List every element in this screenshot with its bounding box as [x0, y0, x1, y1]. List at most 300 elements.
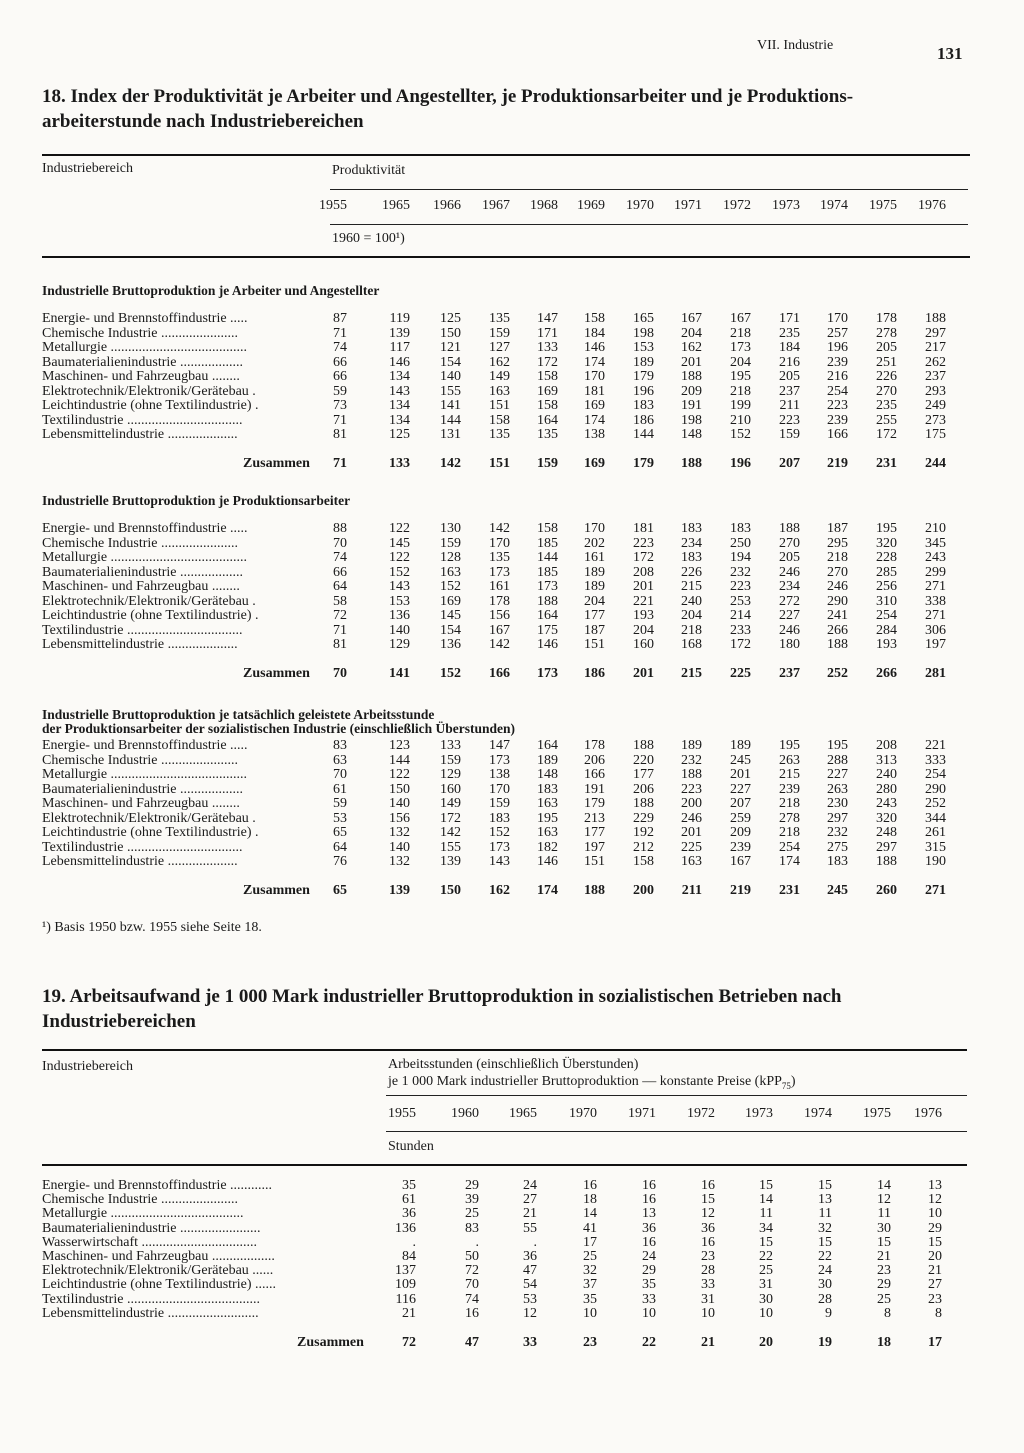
cell-value: 13 — [928, 1178, 942, 1193]
cell-value: 185 — [537, 564, 558, 580]
cell-value: 160 — [440, 781, 461, 797]
cell-value: 139 — [440, 854, 461, 869]
cell-value: 185 — [537, 535, 558, 551]
cell-value: 148 — [537, 767, 558, 782]
cell-value: 22 — [818, 1249, 832, 1264]
cell-value: 223 — [633, 535, 654, 551]
cell-value: 168 — [681, 637, 702, 652]
row-label: Lebensmittelindustrie .................... — [42, 637, 238, 652]
cell-value: 189 — [730, 738, 751, 753]
cell-value: 144 — [440, 412, 461, 428]
cell-value: 39 — [465, 1192, 479, 1208]
cell-value: 148 — [681, 427, 702, 442]
cell-value: 145 — [440, 608, 461, 623]
cell-value: 84 — [402, 1249, 416, 1264]
cell-value: 194 — [730, 550, 751, 565]
table-row — [0, 637, 1024, 653]
table-18-year-header — [0, 198, 1024, 216]
cell-value: 266 — [876, 665, 897, 681]
cell-value: 10 — [928, 1206, 942, 1222]
row-label: Lebensmittelindustrie .................... — [42, 854, 238, 869]
cell-value: 270 — [779, 535, 800, 551]
cell-value: 191 — [584, 781, 605, 797]
table-row — [0, 1306, 1024, 1322]
cell-value: 246 — [681, 810, 702, 826]
cell-value: 215 — [681, 579, 702, 594]
cell-value: 169 — [440, 593, 461, 609]
cell-value: 25 — [759, 1263, 773, 1279]
cell-value: 10 — [642, 1305, 656, 1321]
year-header-cell: 1955 — [388, 1106, 416, 1121]
cell-value: 173 — [489, 839, 510, 855]
cell-value: 201 — [681, 825, 702, 840]
row-label: Textilindustrie ................................. — [42, 839, 243, 855]
cell-value: 27 — [523, 1192, 537, 1208]
cell-value: 170 — [489, 781, 510, 797]
cell-value: 255 — [876, 412, 897, 428]
cell-value: 170 — [584, 369, 605, 384]
row-label: Elektrotechnik/Elektronik/Gerätebau ...... — [42, 1263, 274, 1279]
cell-value: 266 — [827, 622, 848, 638]
table-18-group-rule — [330, 189, 968, 190]
row-label: Baumaterialienindustrie ....................... — [42, 1220, 261, 1236]
cell-value: 212 — [633, 839, 654, 855]
year-header-cell: 1967 — [482, 198, 510, 213]
cell-value: 10 — [701, 1305, 715, 1321]
cell-value: 164 — [537, 412, 558, 428]
cell-value: 167 — [730, 311, 751, 326]
cell-value: 66 — [333, 369, 347, 384]
cell-value: 144 — [537, 550, 558, 565]
cell-value: 53 — [333, 810, 347, 826]
cell-value: 25 — [465, 1206, 479, 1222]
year-header-cell: 1972 — [687, 1106, 715, 1121]
cell-value: 141 — [389, 665, 410, 681]
row-label: Maschinen- und Fahrzeugbau ........ — [42, 579, 240, 594]
cell-value: 188 — [827, 637, 848, 652]
cell-value: 152 — [389, 564, 410, 580]
cell-value: 253 — [730, 593, 751, 609]
cell-value: 10 — [759, 1305, 773, 1321]
table-18-row-header: Industriebereich — [42, 161, 133, 176]
cell-value: 11 — [877, 1206, 891, 1222]
cell-value: 215 — [779, 767, 800, 782]
cell-value: 121 — [440, 340, 461, 355]
cell-value: 142 — [489, 521, 510, 536]
cell-value: 146 — [389, 354, 410, 370]
cell-value: 223 — [730, 579, 751, 594]
cell-value: 310 — [876, 593, 897, 609]
cell-value: 174 — [584, 412, 605, 428]
cell-value: 141 — [440, 398, 461, 413]
table-19-title — [42, 984, 841, 1034]
cell-value: 158 — [537, 398, 558, 413]
cell-value: 15 — [701, 1192, 715, 1208]
cell-value: 150 — [389, 781, 410, 797]
cell-value: 122 — [389, 550, 410, 565]
cell-value: 47 — [523, 1263, 537, 1279]
row-label: Energie- und Brennstoffindustrie ..... — [42, 311, 248, 326]
row-label: Energie- und Brennstoffindustrie ..... — [42, 521, 248, 536]
cell-value: 275 — [827, 839, 848, 855]
cell-value: 134 — [389, 398, 410, 413]
cell-value: 155 — [440, 383, 461, 399]
cell-value: 162 — [489, 354, 510, 370]
cell-value: 227 — [779, 608, 800, 623]
cell-value: 280 — [876, 781, 897, 797]
year-header-cell: 1973 — [772, 198, 800, 213]
row-label: Lebensmittelindustrie .......................... — [42, 1305, 259, 1321]
cell-value: 232 — [827, 825, 848, 840]
cell-value: 155 — [440, 839, 461, 855]
cell-value: 195 — [779, 738, 800, 753]
row-label: Baumaterialienindustrie .................. — [42, 354, 244, 370]
cell-value: 345 — [925, 535, 946, 551]
cell-value: 299 — [925, 564, 946, 580]
cell-value: 338 — [925, 593, 946, 609]
cell-value: 178 — [489, 593, 510, 609]
cell-value: 35 — [583, 1291, 597, 1307]
cell-value: 151 — [489, 398, 510, 413]
table-19-row-header: Industriebereich — [42, 1059, 133, 1074]
cell-value: 167 — [730, 854, 751, 869]
cell-value: 143 — [389, 383, 410, 399]
cell-value: 174 — [537, 882, 558, 898]
cell-value: 24 — [523, 1178, 537, 1193]
cell-value: 138 — [489, 767, 510, 782]
cell-value: 61 — [402, 1192, 416, 1208]
cell-value: 32 — [818, 1220, 832, 1236]
cell-value: 172 — [537, 354, 558, 370]
table-19-group-rule — [386, 1095, 967, 1096]
cell-value: 254 — [779, 839, 800, 855]
cell-value: 140 — [389, 622, 410, 638]
cell-value: 201 — [633, 579, 654, 594]
cell-value: 195 — [730, 369, 751, 384]
cell-value: 201 — [633, 665, 654, 681]
cell-value: 246 — [779, 564, 800, 580]
cell-value: 165 — [633, 311, 654, 326]
table-18-top-rule — [42, 154, 970, 156]
cell-value: 254 — [876, 608, 897, 623]
cell-value: 221 — [633, 593, 654, 609]
cell-value: 87 — [333, 311, 347, 326]
cell-value: 143 — [389, 579, 410, 594]
cell-value: 14 — [583, 1206, 597, 1222]
cell-value: 344 — [925, 810, 946, 826]
cell-value: 214 — [730, 608, 751, 623]
cell-value: 16 — [642, 1178, 656, 1193]
cell-value: 188 — [876, 854, 897, 869]
cell-value: 207 — [730, 796, 751, 811]
cell-value: 177 — [633, 767, 654, 782]
cell-value: 189 — [681, 738, 702, 753]
cell-value: 228 — [876, 550, 897, 565]
cell-value: 21 — [402, 1305, 416, 1321]
cell-value: 196 — [730, 455, 751, 471]
cell-value: 13 — [818, 1192, 832, 1208]
cell-value: 239 — [779, 781, 800, 797]
cell-value: 198 — [633, 325, 654, 341]
cell-value: 193 — [633, 608, 654, 623]
cell-value: 161 — [489, 579, 510, 594]
cell-value: 59 — [333, 796, 347, 811]
cell-value: 12 — [701, 1206, 715, 1222]
cell-value: 188 — [779, 521, 800, 536]
cell-value: 218 — [779, 796, 800, 811]
cell-value: 179 — [584, 796, 605, 811]
cell-value: 195 — [537, 810, 558, 826]
cell-value: 14 — [877, 1178, 891, 1193]
cell-value: 178 — [876, 311, 897, 326]
cell-value: 237 — [779, 383, 800, 399]
cell-value: 61 — [333, 781, 347, 797]
cell-value: 24 — [642, 1249, 656, 1264]
cell-value: 21 — [523, 1206, 537, 1222]
cell-value: 195 — [876, 521, 897, 536]
cell-value: 259 — [730, 810, 751, 826]
cell-value: 18 — [583, 1192, 597, 1208]
cell-value: 295 — [827, 535, 848, 551]
cell-value: 237 — [925, 369, 946, 384]
cell-value: 223 — [779, 412, 800, 428]
cell-value: 12 — [877, 1192, 891, 1208]
table-18-title — [42, 84, 853, 134]
cell-value: 144 — [633, 427, 654, 442]
cell-value: 33 — [701, 1277, 715, 1293]
year-header-cell: 1972 — [723, 198, 751, 213]
cell-value: 173 — [537, 665, 558, 681]
cell-value: 36 — [642, 1220, 656, 1236]
cell-value: 139 — [389, 325, 410, 341]
cell-value: 177 — [584, 608, 605, 623]
year-header-cell: 1976 — [914, 1106, 942, 1121]
cell-value: 15 — [818, 1234, 832, 1250]
cell-value: 219 — [827, 455, 848, 471]
cell-value: 181 — [584, 383, 605, 399]
cell-value: 70 — [333, 535, 347, 551]
cell-value: 195 — [827, 738, 848, 753]
cell-value: 178 — [584, 738, 605, 753]
cell-value: 41 — [583, 1220, 597, 1236]
table-18-year-rule — [330, 224, 968, 225]
cell-value: 164 — [537, 738, 558, 753]
cell-value: 188 — [681, 369, 702, 384]
cell-value: 161 — [584, 550, 605, 565]
cell-value: 172 — [440, 810, 461, 826]
cell-value: 177 — [584, 825, 605, 840]
year-header-cell: 1965 — [382, 198, 410, 213]
cell-value: 290 — [827, 593, 848, 609]
cell-value: 50 — [465, 1249, 479, 1264]
cell-value: 208 — [876, 738, 897, 753]
cell-value: 197 — [584, 839, 605, 855]
cell-value: 23 — [701, 1249, 715, 1264]
cell-value: 72 — [465, 1263, 479, 1279]
cell-value: 31 — [759, 1277, 773, 1293]
cell-value: 17 — [928, 1335, 942, 1350]
cell-value: 263 — [779, 752, 800, 768]
row-label: Baumaterialienindustrie .................. — [42, 781, 244, 797]
row-label: Textilindustrie ................................. — [42, 412, 243, 428]
cell-value: 233 — [730, 622, 751, 638]
cell-value: 217 — [925, 340, 946, 355]
row-label: Chemische Industrie ...................... — [42, 535, 238, 551]
cell-value: 151 — [584, 637, 605, 652]
cell-value: 166 — [489, 665, 510, 681]
cell-value: 125 — [440, 311, 461, 326]
cell-value: 74 — [333, 550, 347, 565]
cell-value: 179 — [633, 369, 654, 384]
cell-value: 146 — [537, 637, 558, 652]
cell-value: 231 — [779, 882, 800, 898]
cell-value: 278 — [779, 810, 800, 826]
cell-value: 206 — [633, 781, 654, 797]
year-header-cell: 1965 — [509, 1106, 537, 1121]
cell-value: 140 — [389, 839, 410, 855]
cell-value: 270 — [827, 564, 848, 580]
table-18-unit: 1960 = 100¹) — [332, 231, 405, 246]
cell-value: 163 — [681, 854, 702, 869]
cell-value: 173 — [537, 579, 558, 594]
cell-value: 169 — [537, 383, 558, 399]
cell-value: 31 — [701, 1291, 715, 1307]
cell-value: 254 — [827, 383, 848, 399]
cell-value: 173 — [489, 752, 510, 768]
cell-value: 270 — [876, 383, 897, 399]
cell-value: 135 — [537, 427, 558, 442]
cell-value: 30 — [759, 1291, 773, 1307]
cell-value: 206 — [584, 752, 605, 768]
section-title: Industrielle Bruttoproduktion je tatsächlich geleistete Arbeitsstunde — [42, 707, 435, 722]
cell-value: 142 — [489, 637, 510, 652]
cell-value: 71 — [333, 622, 347, 638]
cell-value: 36 — [523, 1249, 537, 1264]
cell-value: 65 — [333, 825, 347, 840]
cell-value: 73 — [333, 398, 347, 413]
cell-value: 158 — [489, 412, 510, 428]
cell-value: 15 — [759, 1178, 773, 1193]
cell-value: 18 — [877, 1335, 891, 1350]
cell-value: 70 — [333, 665, 347, 681]
table-row — [0, 427, 1024, 443]
cell-value: 218 — [730, 325, 751, 341]
cell-value: 197 — [925, 637, 946, 652]
cell-value: 16 — [701, 1178, 715, 1193]
cell-value: 210 — [925, 521, 946, 536]
cell-value: 218 — [681, 622, 702, 638]
cell-value: 122 — [389, 521, 410, 536]
row-label: Metallurgie ....................................... — [42, 340, 248, 355]
cell-value: 200 — [681, 796, 702, 811]
cell-value: 244 — [925, 455, 946, 471]
cell-value: 154 — [440, 622, 461, 638]
cell-value: 153 — [389, 593, 410, 609]
cell-value: 181 — [633, 521, 654, 536]
table-19-title-line1: 19. Arbeitsaufwand je 1 000 Mark industrieller Bruttoproduktion in sozialistischen Betrieben nach — [42, 986, 842, 1007]
cell-value: 150 — [440, 325, 461, 341]
year-header-cell: 1971 — [628, 1106, 656, 1121]
cell-value: 66 — [333, 354, 347, 370]
cell-value: 188 — [633, 796, 654, 811]
cell-value: 59 — [333, 383, 347, 399]
cell-value: 147 — [489, 738, 510, 753]
cell-value: 278 — [876, 325, 897, 341]
cell-value: 9 — [825, 1305, 832, 1321]
cell-value: 190 — [925, 854, 946, 869]
cell-value: 211 — [681, 882, 702, 898]
cell-value: 35 — [642, 1277, 656, 1293]
cell-value: 187 — [827, 521, 848, 536]
cell-value: 64 — [333, 839, 347, 855]
cell-value: 146 — [537, 854, 558, 869]
cell-value: 170 — [584, 521, 605, 536]
cell-value: 180 — [779, 637, 800, 652]
section-title-line2: der Produktionsarbeiter der sozialistischen Industrie (einschließlich Überstunden) — [42, 721, 516, 736]
cell-value: 12 — [928, 1192, 942, 1208]
cell-value: 271 — [925, 608, 946, 623]
row-label: Wasserwirtschaft ................................. — [42, 1234, 258, 1250]
cell-value: 175 — [537, 622, 558, 638]
cell-value: 28 — [701, 1263, 715, 1279]
cell-value: 137 — [395, 1263, 416, 1279]
row-label: Textilindustrie ................................. — [42, 622, 243, 638]
cell-value: 154 — [440, 354, 461, 370]
cell-value: 223 — [681, 781, 702, 797]
cell-value: 16 — [642, 1234, 656, 1250]
cell-value: 122 — [389, 767, 410, 782]
cell-value: 172 — [633, 550, 654, 565]
cell-value: 127 — [489, 340, 510, 355]
cell-value: 320 — [876, 810, 897, 826]
row-label: Metallurgie ....................................... — [42, 550, 248, 565]
cell-value: 207 — [779, 455, 800, 471]
year-header-cell: 1955 — [319, 198, 347, 213]
cell-value: 132 — [389, 825, 410, 840]
cell-value: 187 — [584, 622, 605, 638]
cell-value: . — [533, 1234, 537, 1250]
cell-value: 231 — [876, 455, 897, 471]
total-label: Zusammen — [243, 665, 310, 681]
cell-value: 16 — [701, 1234, 715, 1250]
total-label: Zusammen — [297, 1335, 364, 1350]
cell-value: 281 — [925, 665, 946, 681]
cell-value: 55 — [523, 1220, 537, 1236]
cell-value: 186 — [633, 412, 654, 428]
cell-value: 226 — [876, 369, 897, 384]
cell-value: 134 — [389, 369, 410, 384]
cell-value: 209 — [681, 383, 702, 399]
cell-value: 230 — [827, 796, 848, 811]
cell-value: 219 — [730, 882, 751, 898]
cell-value: 88 — [333, 521, 347, 536]
cell-value: 225 — [730, 665, 751, 681]
cell-value: 245 — [730, 752, 751, 768]
row-label: Energie- und Brennstoffindustrie ............ — [42, 1178, 273, 1193]
cell-value: 136 — [389, 608, 410, 623]
table-18-header-bottom-rule — [42, 256, 970, 258]
cell-value: 25 — [877, 1291, 891, 1307]
year-header-cell: 1974 — [820, 198, 848, 213]
cell-value: 235 — [876, 398, 897, 413]
cell-value: 234 — [681, 535, 702, 551]
cell-value: 297 — [827, 810, 848, 826]
cell-value: 272 — [779, 593, 800, 609]
cell-value: 167 — [489, 622, 510, 638]
cell-value: 186 — [584, 665, 605, 681]
cell-value: 47 — [465, 1335, 479, 1350]
year-header-cell: 1968 — [530, 198, 558, 213]
